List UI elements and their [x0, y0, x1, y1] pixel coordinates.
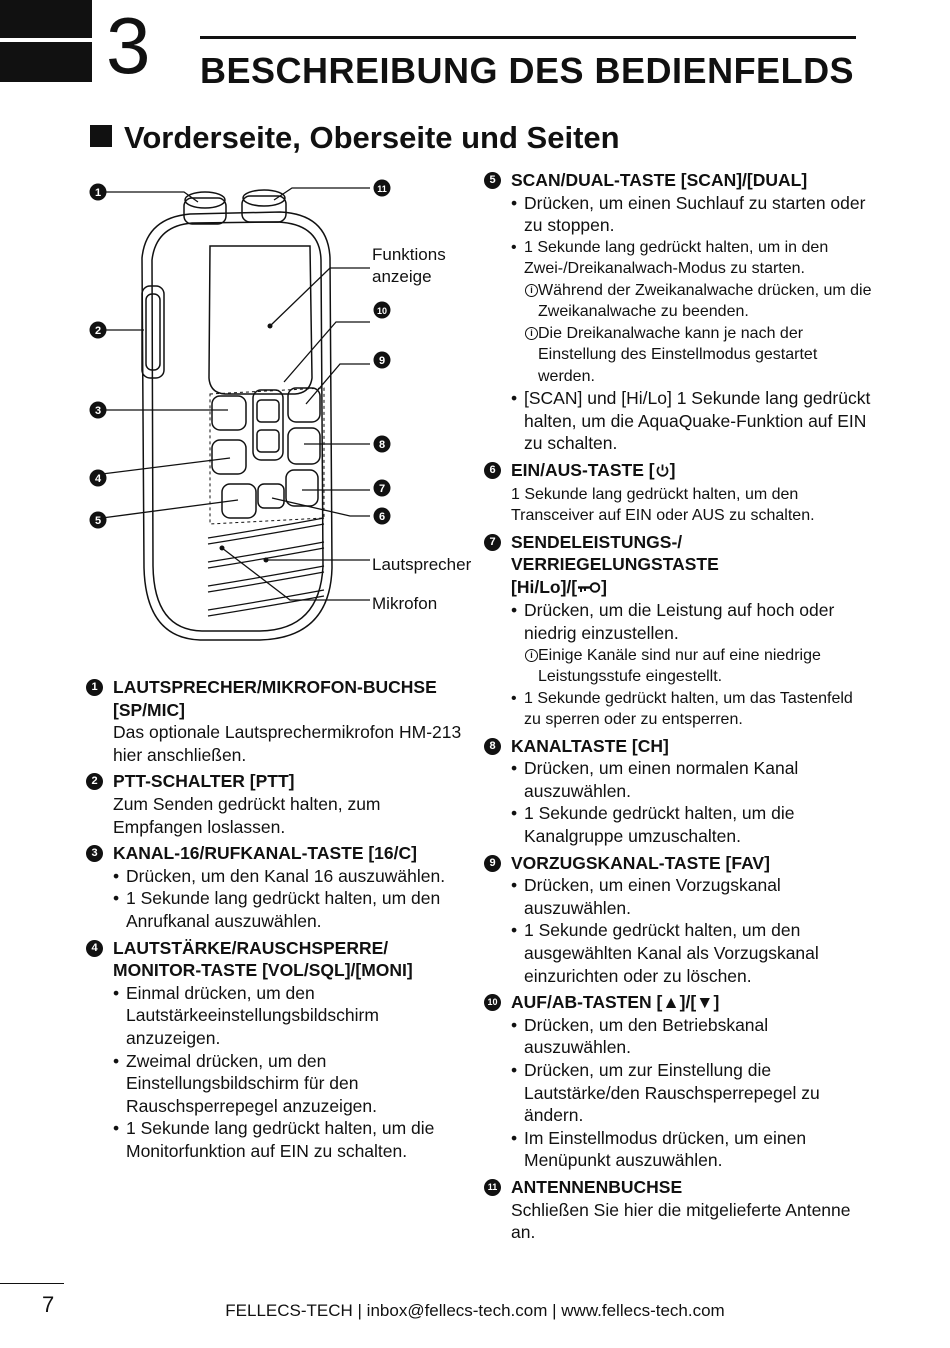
svg-text:8: 8: [378, 439, 386, 451]
label-funktion-2: anzeige: [372, 267, 432, 286]
marker-8: [374, 436, 391, 453]
marker-2: [90, 322, 107, 339]
bullet: • [SCAN] und [Hi/Lo] 1 Sekunde lang gedrückt halten, um die AquaQuake-Funktion auf EIN zu schalten.: [511, 387, 874, 455]
item-title-text: [Hi/Lo]/[: [511, 576, 578, 597]
item-title: LAUTSTÄRKE/RAUSCHSPERRE/ MONITOR-TASTE [VOL/SQL]/[MONI]: [113, 937, 413, 981]
item-number: 3: [86, 845, 103, 862]
item-number: 5: [484, 172, 501, 189]
bullet: • Im Einstellmodus drücken, um einen Menüpunkt auszuwählen.: [511, 1127, 874, 1172]
bullet: • Drücken, um einen Vorzugskanal auszuwählen.: [511, 874, 874, 919]
info-icon: i: [525, 284, 538, 297]
item-number: 10: [484, 994, 501, 1011]
item-8: [484, 735, 874, 848]
label-lautsprecher: Lautsprecher: [372, 555, 472, 574]
power-icon: [655, 461, 670, 484]
svg-text:11: 11: [377, 184, 387, 194]
note: [511, 323, 874, 388]
info-icon: i: [525, 649, 538, 662]
svg-text:4: 4: [94, 473, 102, 485]
bullet: • Zweimal drücken, um den Einstellungsbildschirm für den Rauschsperrepegel anzuzeigen.: [113, 1050, 466, 1118]
right-column: [484, 169, 874, 1248]
svg-text:3: 3: [94, 405, 102, 417]
header-rule: [200, 36, 856, 39]
marker-7: [374, 480, 391, 497]
knob-right: [242, 196, 286, 222]
item-title: [511, 459, 874, 484]
marker-3: [90, 402, 107, 419]
item-7: [484, 531, 874, 731]
key-lock-icon: [577, 577, 601, 600]
marker-6: [374, 508, 391, 525]
item-9: [484, 852, 874, 988]
marker-11: [374, 180, 391, 197]
display-window: [209, 246, 312, 394]
item-4: [86, 937, 466, 1163]
left-column: [86, 676, 466, 1166]
note-text: Die Dreikanalwache kann je nach der Einstellung des Einstellmodus gestartet werden.: [538, 324, 818, 385]
marker-4: [90, 470, 107, 487]
bullet: • Drücken, um einen normalen Kanal auszuwählen.: [511, 757, 874, 802]
bullet: • 1 Sekunde gedrückt halten, um das Tastenfeld zu sperren oder zu entsperren.: [511, 688, 874, 731]
item-title: ANTENNENBUCHSE: [511, 1176, 683, 1197]
svg-text:6: 6: [378, 511, 386, 523]
item-title: LAUTSPRECHER/MIKROFON-BUCHSE [SP/MIC]: [113, 677, 437, 720]
item-number: 9: [484, 855, 501, 872]
note-text: Einige Kanäle sind nur auf eine niedrige Leistungsstufe eingestellt.: [538, 646, 821, 686]
item-text: Zum Senden gedrückt halten, zum Empfangen loslassen.: [113, 793, 381, 837]
section-square-icon: [90, 125, 112, 147]
key-8: [288, 428, 320, 464]
chapter-number: 3: [106, 1, 151, 90]
marker-5: [90, 512, 107, 529]
item-number: 7: [484, 534, 501, 551]
bullet: • Drücken, um einen Suchlauf zu starten oder zu stoppen.: [511, 192, 874, 237]
bullet: • Drücken, um den Betriebskanal auszuwählen.: [511, 1014, 874, 1059]
speaker-grille: [208, 518, 324, 616]
marker-1: [90, 184, 107, 201]
bullet: • 1 Sekunde lang gedrückt halten, um in den Zwei-/Dreikanalwach-Modus zu starten.: [511, 237, 874, 280]
item-10: [484, 991, 874, 1172]
key-6: [258, 484, 284, 508]
item-title-text: EIN/AUS-TASTE [: [511, 460, 655, 481]
marker-9: [374, 352, 391, 369]
figure-markers: [90, 180, 391, 529]
item-number: 11: [484, 1179, 501, 1196]
item-title: KANALTASTE [CH]: [511, 735, 669, 756]
key-3: [212, 396, 246, 430]
item-title: SCAN/DUAL-TASTE [SCAN]/[DUAL]: [511, 170, 808, 190]
item-11: [484, 1176, 874, 1244]
item-number: 8: [484, 738, 501, 755]
key-4: [212, 440, 246, 474]
svg-text:2: 2: [94, 325, 102, 337]
item-title: KANAL-16/RUFKANAL-TASTE [16/C]: [113, 843, 417, 864]
item-title-2: VERRIEGELUNGSTASTE: [511, 554, 719, 575]
bullet: • Einmal drücken, um den Lautstärkeeinstellungsbildschirm anzuzeigen.: [113, 982, 466, 1050]
svg-text:1: 1: [94, 187, 102, 199]
item-2: [86, 770, 466, 838]
item-title: AUF/AB-TASTEN [▲]/[▼]: [511, 992, 720, 1013]
note: [511, 280, 874, 323]
item-3: [86, 842, 466, 932]
bullet: • 1 Sekunde gedrückt halten, um die Kanalgruppe umzuschalten.: [511, 802, 874, 847]
radio-figure: [80, 168, 480, 658]
section-heading: [90, 120, 620, 156]
item-number: 6: [484, 462, 501, 479]
item-title: PTT-SCHALTER [PTT]: [113, 771, 295, 792]
marker-10: [374, 302, 391, 319]
item-title-1: SENDELEISTUNGS-/: [511, 531, 683, 552]
svg-text:10: 10: [376, 306, 388, 316]
footer: FELLECS-TECH | inbox@fellecs-tech.com | www.fellecs-tech.com: [225, 1301, 725, 1320]
item-5: [484, 169, 874, 455]
label-mikrofon: Mikrofon: [372, 594, 438, 613]
item-number: 2: [86, 773, 103, 790]
bullet: • Drücken, um den Kanal 16 auszuwählen.: [113, 865, 466, 888]
item-number: 1: [86, 679, 103, 696]
item-6: [484, 459, 874, 527]
bullet: • 1 Sekunde gedrückt halten, um den ausgewählten Kanal als Vorzugskanal einzurichten oder zu löschen.: [511, 919, 874, 987]
key-7: [286, 470, 318, 506]
bullet: • Drücken, um zur Einstellung die Lautstärke/den Rauschsperrepegel zu ändern.: [511, 1059, 874, 1127]
item-title-end: ]: [601, 576, 607, 597]
svg-text:9: 9: [378, 355, 386, 367]
note-text: Während der Zweikanalwache drücken, um die Zweikanalwache zu beenden.: [538, 281, 872, 321]
item-number: 4: [86, 940, 103, 957]
svg-text:7: 7: [378, 483, 386, 495]
bullet: • 1 Sekunde lang gedrückt halten, um den Anrufkanal auszuwählen.: [113, 887, 466, 932]
section-title: Vorderseite, Oberseite und Seiten: [124, 120, 620, 155]
page-number-rule: [0, 1283, 64, 1284]
info-icon: i: [525, 327, 538, 340]
bullet: • Drücken, um die Leistung auf hoch oder niedrig einzustellen.: [511, 599, 874, 644]
item-text: Schließen Sie hier die mitgelieferte Antenne an.: [511, 1199, 851, 1243]
item-title: VORZUGSKANAL-TASTE [FAV]: [511, 852, 770, 873]
svg-text:5: 5: [94, 515, 102, 527]
item-title-3: [511, 576, 874, 600]
chapter-title: BESCHREIBUNG DES BEDIENFELDS: [200, 50, 855, 91]
page-number: 7: [42, 1292, 55, 1317]
item-title-end: ]: [669, 460, 676, 481]
chapter-tab-divider: [0, 38, 92, 42]
label-funktion-1: Funktions: [372, 245, 446, 264]
knob-left: [184, 198, 226, 224]
item-text: 1 Sekunde lang gedrückt halten, um den Transceiver auf EIN oder AUS zu schalten.: [511, 485, 815, 525]
note: [511, 645, 874, 688]
item-1: [86, 676, 466, 766]
item-text: Das optionale Lautsprechermikrofon HM-213 hier anschließen.: [113, 722, 462, 765]
bullet: • 1 Sekunde lang gedrückt halten, um die Monitorfunktion auf EIN zu schalten.: [113, 1117, 466, 1162]
